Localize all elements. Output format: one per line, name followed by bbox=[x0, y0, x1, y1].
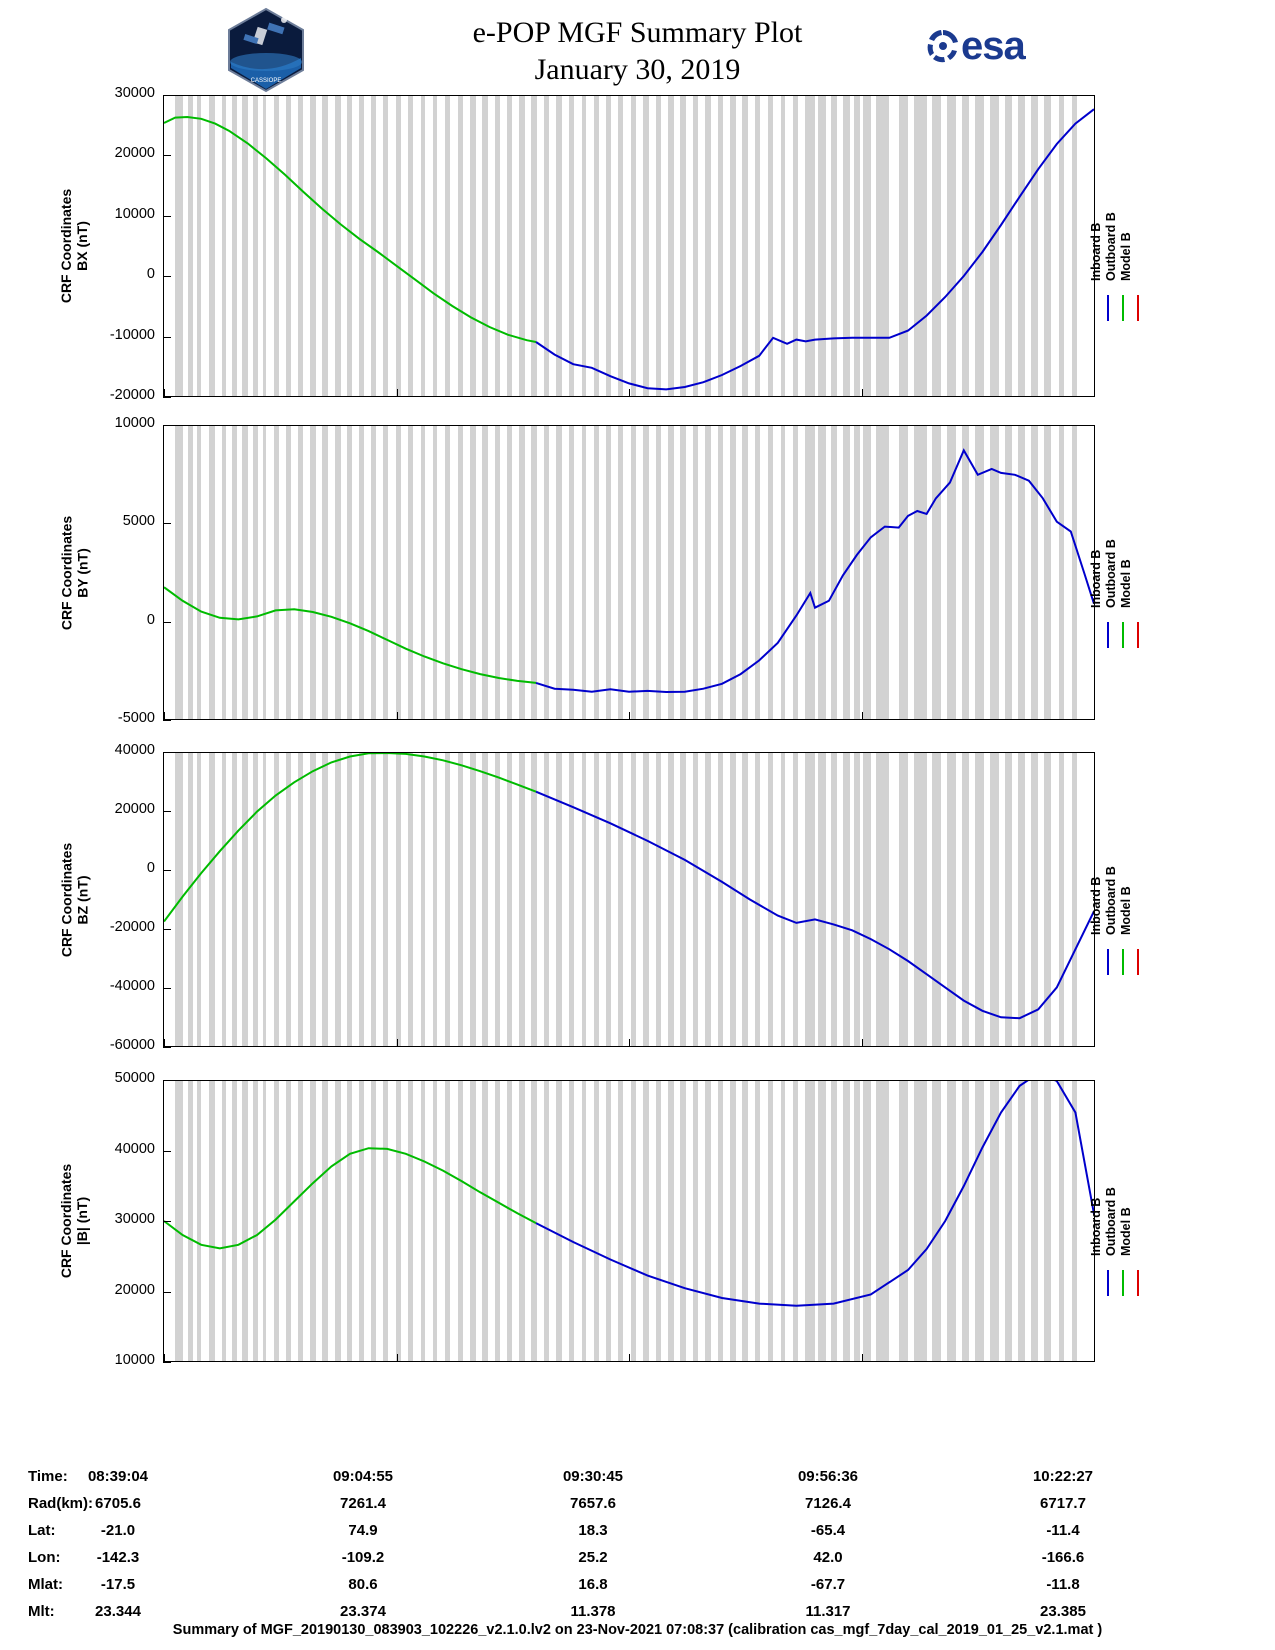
y-tick-label: 50000 bbox=[114, 1070, 155, 1086]
plot-panel-2 bbox=[163, 425, 1095, 720]
y-axis-label-line1: CRF Coordinates bbox=[58, 842, 74, 957]
y-tick-label: -10000 bbox=[109, 326, 155, 343]
epop-mission-logo bbox=[222, 6, 310, 94]
row-value: 18.3 bbox=[578, 1522, 608, 1539]
legend-label-outboard-b: Outboard B bbox=[1104, 865, 1118, 935]
series-outboard-b bbox=[164, 753, 536, 922]
row-value: -21.0 bbox=[100, 1522, 136, 1539]
series-outboard-b bbox=[164, 117, 536, 342]
y-tick-mark bbox=[163, 337, 171, 338]
x-tick bbox=[862, 712, 863, 719]
y-tick-mark bbox=[163, 95, 171, 96]
y-tick-label: 20000 bbox=[114, 801, 155, 817]
y-axis-label-line1: CRF Coordinates bbox=[58, 188, 74, 304]
y-tick-label: -5000 bbox=[117, 710, 155, 726]
legend-swatch-model-b bbox=[1137, 622, 1139, 648]
legend-label-outboard-b: Outboard B bbox=[1104, 212, 1118, 281]
row-value: 6717.7 bbox=[1040, 1495, 1086, 1512]
table-row bbox=[18, 1549, 1258, 1576]
y-axis-label-line2: BZ (nT) bbox=[74, 875, 90, 924]
y-tick-mark bbox=[163, 397, 171, 398]
y-axis-label-line1: CRF Coordinates bbox=[58, 515, 74, 630]
row-value: 7657.6 bbox=[570, 1495, 616, 1512]
legend-label-inboard-b: Inboard B bbox=[1089, 876, 1103, 935]
row-value: -17.5 bbox=[100, 1576, 136, 1593]
row-value: 10:22:27 bbox=[1032, 1468, 1094, 1485]
legend bbox=[1089, 171, 1173, 331]
y-tick-label: 5000 bbox=[122, 513, 155, 530]
row-value: 7261.4 bbox=[340, 1495, 386, 1512]
row-value: -67.7 bbox=[810, 1576, 846, 1593]
table-row bbox=[18, 1468, 1258, 1495]
y-tick-label: -20000 bbox=[109, 387, 155, 403]
plot-area bbox=[164, 753, 1094, 1046]
x-tick bbox=[397, 1039, 398, 1046]
legend bbox=[1089, 825, 1173, 985]
y-tick-mark bbox=[163, 1151, 171, 1152]
legend-label-model-b: Model B bbox=[1119, 885, 1133, 935]
legend-swatch-inboard-b bbox=[1107, 622, 1109, 648]
series-inboard-b bbox=[536, 1081, 1094, 1306]
row-label: Time: bbox=[28, 1468, 68, 1485]
y-tick-mark bbox=[163, 1080, 171, 1081]
title-line-1: e-POP MGF Summary Plot bbox=[472, 16, 803, 49]
plot-area bbox=[164, 96, 1094, 396]
y-axis-label bbox=[58, 1080, 98, 1362]
trace-layer bbox=[164, 753, 1094, 1046]
x-tick bbox=[629, 389, 630, 396]
plot-panel-1 bbox=[163, 95, 1095, 397]
esa-logo bbox=[925, 22, 1045, 70]
y-tick-mark bbox=[163, 276, 171, 277]
y-tick-label: -60000 bbox=[109, 1037, 155, 1053]
legend-label-model-b: Model B bbox=[1119, 558, 1133, 608]
y-tick-mark bbox=[163, 1221, 171, 1222]
y-tick-mark bbox=[163, 870, 171, 871]
row-value: 09:04:55 bbox=[332, 1468, 394, 1485]
row-label: Rad(km): bbox=[28, 1495, 94, 1512]
series-outboard-b bbox=[164, 587, 536, 683]
table-row bbox=[18, 1495, 1258, 1522]
legend-label-outboard-b: Outboard B bbox=[1104, 1187, 1118, 1256]
y-tick-label: 10000 bbox=[114, 205, 155, 222]
legend-swatch-inboard-b bbox=[1107, 1270, 1109, 1296]
y-tick-mark bbox=[163, 622, 171, 623]
row-value: 11.378 bbox=[570, 1603, 616, 1620]
row-value: -109.2 bbox=[341, 1549, 385, 1566]
x-tick bbox=[862, 1039, 863, 1046]
x-tick bbox=[629, 712, 630, 719]
x-tick bbox=[164, 1354, 165, 1361]
y-tick-label: 40000 bbox=[114, 742, 155, 758]
title-line-2: January 30, 2019 bbox=[534, 53, 741, 86]
row-value: -65.4 bbox=[810, 1522, 846, 1539]
legend-swatch-model-b bbox=[1137, 295, 1139, 321]
y-tick-mark bbox=[163, 425, 171, 426]
row-label: Mlt: bbox=[28, 1603, 55, 1620]
row-value: -11.8 bbox=[1046, 1576, 1080, 1593]
row-value: -11.4 bbox=[1046, 1522, 1080, 1539]
y-tick-label: 0 bbox=[146, 860, 155, 876]
y-tick-mark bbox=[163, 155, 171, 156]
plot-panel-3 bbox=[163, 752, 1095, 1047]
y-tick-mark bbox=[163, 929, 171, 930]
y-axis-label-line1: CRF Coordinates bbox=[58, 1163, 74, 1279]
legend bbox=[1089, 498, 1173, 658]
y-tick-label: 10000 bbox=[114, 1352, 155, 1368]
x-tick bbox=[1094, 712, 1095, 719]
y-tick-label: -20000 bbox=[109, 919, 155, 935]
series-inboard-b bbox=[536, 792, 1094, 1019]
y-tick-mark bbox=[163, 523, 171, 524]
x-tick bbox=[164, 712, 165, 719]
trace-layer bbox=[164, 426, 1094, 719]
legend-swatch-outboard-b bbox=[1122, 949, 1124, 975]
row-value: 42.0 bbox=[813, 1549, 843, 1566]
legend-label-inboard-b: Inboard B bbox=[1089, 549, 1103, 608]
legend-swatch-inboard-b bbox=[1107, 949, 1109, 975]
y-tick-label: 40000 bbox=[114, 1140, 155, 1157]
y-tick-mark bbox=[163, 1292, 171, 1293]
legend-swatch-inboard-b bbox=[1107, 295, 1109, 321]
esa-logo-text: esa bbox=[961, 24, 1025, 68]
x-tick bbox=[397, 712, 398, 719]
y-tick-mark bbox=[163, 811, 171, 812]
y-tick-mark bbox=[163, 216, 171, 217]
row-value: 23.374 bbox=[340, 1603, 386, 1620]
legend-swatch-outboard-b bbox=[1122, 1270, 1124, 1296]
table-row bbox=[18, 1576, 1258, 1603]
legend-swatch-outboard-b bbox=[1122, 622, 1124, 648]
row-label: Lat: bbox=[28, 1522, 56, 1539]
x-tick bbox=[629, 1354, 630, 1361]
y-tick-mark bbox=[163, 1047, 171, 1048]
plot-area bbox=[164, 1081, 1094, 1361]
esa-swirl-icon bbox=[925, 26, 961, 66]
y-tick-label: 10000 bbox=[114, 415, 155, 431]
row-value: 08:39:04 bbox=[87, 1468, 149, 1485]
row-value: 09:30:45 bbox=[562, 1468, 624, 1485]
series-inboard-b bbox=[536, 450, 1094, 692]
row-value: 25.2 bbox=[578, 1549, 608, 1566]
y-axis-label bbox=[58, 425, 98, 720]
row-value: 7126.4 bbox=[805, 1495, 851, 1512]
series-outboard-b bbox=[164, 1148, 536, 1248]
y-axis-label-line2: BY (nT) bbox=[74, 547, 90, 598]
x-tick bbox=[397, 1354, 398, 1361]
legend-label-model-b: Model B bbox=[1119, 1207, 1133, 1256]
row-value: 16.8 bbox=[578, 1576, 608, 1593]
row-value: 80.6 bbox=[348, 1576, 378, 1593]
y-tick-mark bbox=[163, 988, 171, 989]
legend bbox=[1089, 1146, 1173, 1306]
legend-label-inboard-b: Inboard B bbox=[1089, 1197, 1103, 1256]
x-tick bbox=[629, 1039, 630, 1046]
x-tick bbox=[1094, 389, 1095, 396]
table-row bbox=[18, 1522, 1258, 1549]
y-axis-label bbox=[58, 95, 98, 397]
trace-layer bbox=[164, 1081, 1094, 1361]
y-tick-mark bbox=[163, 1362, 171, 1363]
row-value: 74.9 bbox=[348, 1522, 378, 1539]
legend-swatch-model-b bbox=[1137, 1270, 1139, 1296]
y-tick-label: -40000 bbox=[109, 978, 155, 994]
x-tick bbox=[1094, 1039, 1095, 1046]
x-tick bbox=[862, 1354, 863, 1361]
trace-layer bbox=[164, 96, 1094, 396]
row-value: 09:56:36 bbox=[797, 1468, 859, 1485]
row-value: 11.317 bbox=[805, 1603, 851, 1620]
x-tick bbox=[397, 389, 398, 396]
y-axis-label-line2: BX (nT) bbox=[74, 221, 90, 271]
y-tick-label: 20000 bbox=[114, 1281, 155, 1298]
ephemeris-table bbox=[18, 1468, 1258, 1630]
row-label: Lon: bbox=[28, 1549, 61, 1566]
y-tick-label: 0 bbox=[146, 266, 155, 283]
x-tick bbox=[164, 1039, 165, 1046]
y-tick-label: 0 bbox=[146, 611, 155, 628]
plot-area bbox=[164, 426, 1094, 719]
plot-panel-4 bbox=[163, 1080, 1095, 1362]
y-tick-label: 30000 bbox=[114, 1211, 155, 1227]
y-tick-label: 30000 bbox=[114, 85, 155, 101]
y-tick-mark bbox=[163, 752, 171, 753]
row-value: -166.6 bbox=[1041, 1549, 1085, 1566]
row-label: Mlat: bbox=[28, 1576, 63, 1593]
legend-label-inboard-b: Inboard B bbox=[1089, 222, 1103, 281]
y-axis-label-line2: |B| (nT) bbox=[74, 1196, 90, 1246]
x-tick bbox=[862, 389, 863, 396]
legend-swatch-outboard-b bbox=[1122, 295, 1124, 321]
row-value: 6705.6 bbox=[95, 1495, 141, 1512]
row-value: -142.3 bbox=[96, 1549, 140, 1566]
x-tick bbox=[164, 389, 165, 396]
y-tick-label: 20000 bbox=[114, 145, 155, 162]
row-value: 23.344 bbox=[95, 1603, 141, 1620]
legend-label-outboard-b: Outboard B bbox=[1104, 538, 1118, 608]
y-axis-label bbox=[58, 752, 98, 1047]
page-title bbox=[0, 14, 1275, 88]
x-tick bbox=[1094, 1354, 1095, 1361]
y-tick-mark bbox=[163, 720, 171, 721]
svg-text:CASSIOPE: CASSIOPE bbox=[250, 78, 282, 84]
legend-label-model-b: Model B bbox=[1119, 232, 1133, 281]
footer-caption: Summary of MGF_20190130_083903_102226_v2.1.0.lv2 on 23-Nov-2021 07:08:37 (calibration cas_mgf_7day_cal_2019_01_25_v2.1.mat ) bbox=[172, 1622, 1103, 1638]
series-inboard-b bbox=[536, 109, 1094, 389]
row-value: 23.385 bbox=[1040, 1603, 1086, 1620]
legend-swatch-model-b bbox=[1137, 949, 1139, 975]
